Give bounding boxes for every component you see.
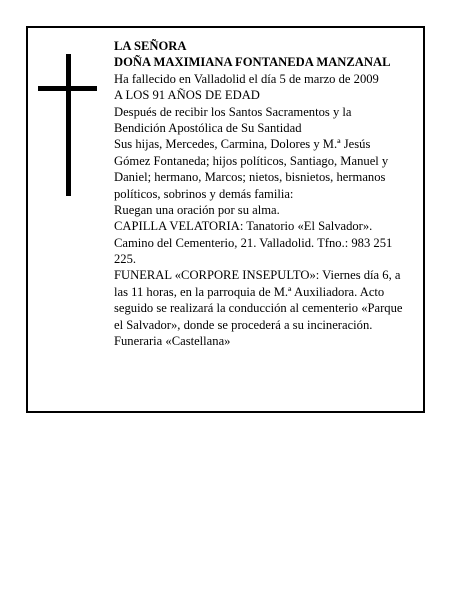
obituary-heading: LA SEÑORA [114, 39, 187, 53]
death-date-line: Ha fallecido en Valladolid el día 5 de marzo de 2009 [114, 71, 379, 86]
deceased-name: DOÑA MAXIMIANA FONTANEDA MANZANAL [114, 55, 391, 70]
family-line-1: Sus hijas, Mercedes, Carmina, Dolores y M.ª Jesús [114, 137, 371, 152]
family-line-4: políticos, sobrinos y demás familia: [114, 186, 294, 201]
funeral-line-3: seguido se realizará la conducción al cementerio «Parque [114, 301, 403, 316]
funeral-line-1: FUNERAL «CORPORE INSEPULTO»: Viernes día 6, a [114, 268, 401, 283]
cross-icon-vertical-bar [66, 54, 71, 196]
funeral-line-2: las 11 horas, en la parroquia de M.ª Auxiliadora. Acto [114, 284, 385, 299]
sacraments-line-2: Bendición Apostólica de Su Santidad [114, 120, 302, 135]
funeral-line-4: el Salvador», donde se procederá a su incineración. [114, 317, 373, 332]
obituary-text [114, 38, 434, 349]
chapel-line-1: CAPILLA VELATORIA: Tanatorio «El Salvador». [114, 219, 373, 234]
prayer-request-line: Ruegan una oración por su alma. [114, 202, 280, 217]
sacraments-line-1: Después de recibir los Santos Sacramentos y la [114, 104, 352, 119]
age-line: A LOS 91 AÑOS DE EDAD [114, 88, 260, 103]
funeral-home-line: Funeraria «Castellana» [114, 334, 231, 349]
chapel-line-2: Camino del Cementerio, 21. Valladolid. Tfno.: 983 251 [114, 235, 393, 250]
family-line-3: Daniel; hermano, Marcos; nietos, bisnietos, hermanos [114, 170, 386, 185]
cross-icon-horizontal-bar [38, 86, 97, 91]
family-line-2: Gómez Fontaneda; hijos políticos, Santiago, Manuel y [114, 153, 389, 168]
chapel-line-3: 225. [114, 252, 137, 267]
